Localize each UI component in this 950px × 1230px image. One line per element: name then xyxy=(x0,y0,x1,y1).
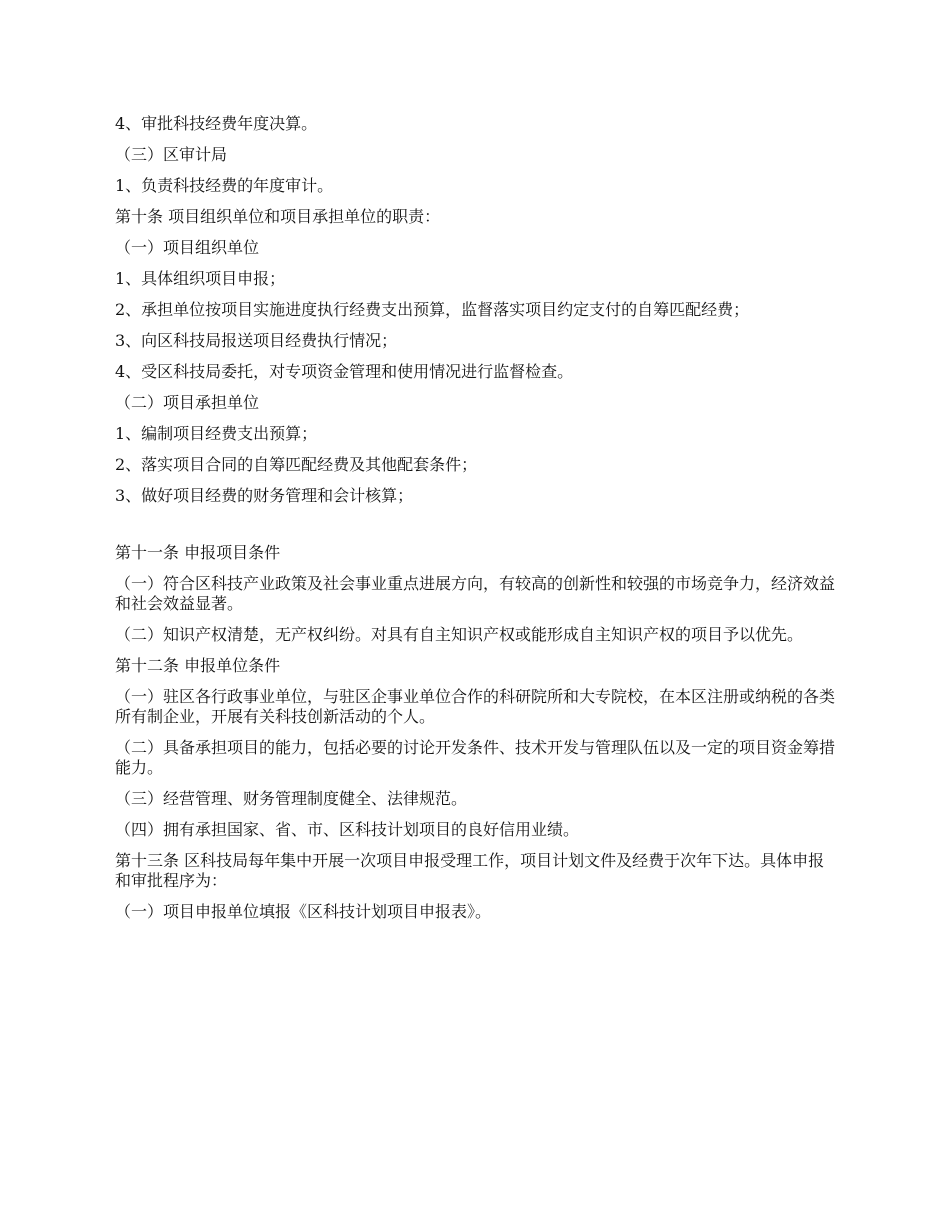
paragraph: 2、承担单位按项目实施进度执行经费支出预算，监督落实项目约定支付的自筹匹配经费； xyxy=(115,300,750,319)
paragraph: 1、具体组织项目申报； xyxy=(115,269,286,288)
paragraph: （三）经营管理、财务管理制度健全、法律规范。 xyxy=(115,789,468,808)
paragraph: （二）具备承担项目的能力，包括必要的讨论开发条件、技术开发与管理队伍以及一定的项目资金筹措能力。 xyxy=(115,738,836,777)
section-heading: （一）项目组织单位 xyxy=(115,238,260,257)
paragraph: 3、向区科技局报送项目经费执行情况； xyxy=(115,331,398,350)
paragraph: （一）驻区各行政事业单位，与驻区企事业单位合作的科研院所和大专院校，在本区注册或纳税的各类所有制企业，开展有关科技创新活动的个人。 xyxy=(115,687,836,726)
article-heading: 第十一条 申报项目条件 xyxy=(115,543,281,562)
paragraph: （二）知识产权清楚，无产权纠纷。对具有自主知识产权或能形成自主知识产权的项目予以优先。 xyxy=(115,625,804,644)
paragraph: 4、审批科技经费年度决算。 xyxy=(115,114,318,133)
paragraph: 1、负责科技经费的年度审计。 xyxy=(115,176,334,195)
blank-line xyxy=(115,517,840,543)
paragraph: （一）项目申报单位填报《区科技计划项目申报表》。 xyxy=(115,902,492,921)
paragraph: 2、落实项目合同的自筹匹配经费及其他配套条件； xyxy=(115,455,478,474)
paragraph: （四）拥有承担国家、省、市、区科技计划项目的良好信用业绩。 xyxy=(115,820,580,839)
paragraph: 1、编制项目经费支出预算； xyxy=(115,424,318,443)
section-heading: （三）区审计局 xyxy=(115,145,228,164)
document-page xyxy=(115,114,840,933)
article-heading: 第十三条 区科技局每年集中开展一次项目申报受理工作，项目计划文件及经费于次年下达。具体申报和审批程序为： xyxy=(115,851,825,890)
paragraph: （一）符合区科技产业政策及社会事业重点进展方向，有较高的创新性和较强的市场竞争力，经济效益和社会效益显著。 xyxy=(115,574,836,613)
article-heading: 第十二条 申报单位条件 xyxy=(115,656,281,675)
section-heading: （二）项目承担单位 xyxy=(115,393,260,412)
paragraph: 4、受区科技局委托，对专项资金管理和使用情况进行监督检查。 xyxy=(115,362,574,381)
article-heading: 第十条 项目组织单位和项目承担单位的职责： xyxy=(115,207,441,226)
paragraph: 3、做好项目经费的财务管理和会计核算； xyxy=(115,486,414,505)
